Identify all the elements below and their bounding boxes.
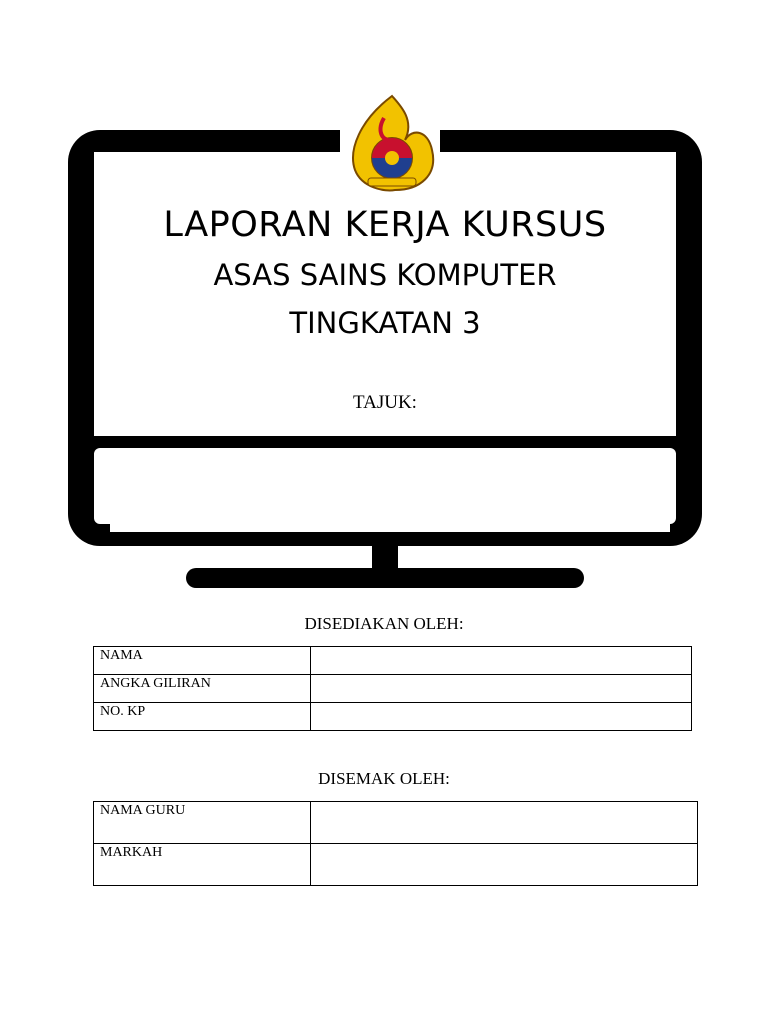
subject-title: ASAS SAINS KOMPUTER	[213, 258, 557, 292]
row-label: ANGKA GILIRAN	[94, 675, 311, 703]
table-row	[94, 844, 698, 886]
name-field[interactable]	[311, 647, 692, 675]
table-row	[94, 703, 692, 731]
index-number-field[interactable]	[311, 675, 692, 703]
row-label: NAMA GURU	[94, 802, 311, 844]
report-title: LAPORAN KERJA KURSUS	[163, 205, 607, 245]
checked-by-heading: DISEMAK OLEH:	[318, 769, 450, 788]
row-label: NAMA	[94, 647, 311, 675]
row-label: NO. KP	[94, 703, 311, 731]
row-label: MARKAH	[94, 844, 311, 886]
table-row	[94, 802, 698, 844]
table-row	[94, 675, 692, 703]
prepared-by-heading: DISEDIAKAN OLEH:	[304, 614, 464, 633]
form-level-title: TINGKATAN 3	[289, 306, 481, 340]
table-row	[94, 647, 692, 675]
teacher-name-field[interactable]	[311, 802, 698, 844]
topic-input-box	[110, 450, 670, 532]
checked-by-table	[93, 801, 698, 886]
marks-field[interactable]	[311, 844, 698, 886]
monitor-stand	[186, 568, 584, 588]
prepared-by-table	[93, 646, 692, 731]
school-crest-logo	[353, 96, 433, 190]
ic-number-field[interactable]	[311, 703, 692, 731]
topic-label: TAJUK:	[353, 392, 417, 413]
